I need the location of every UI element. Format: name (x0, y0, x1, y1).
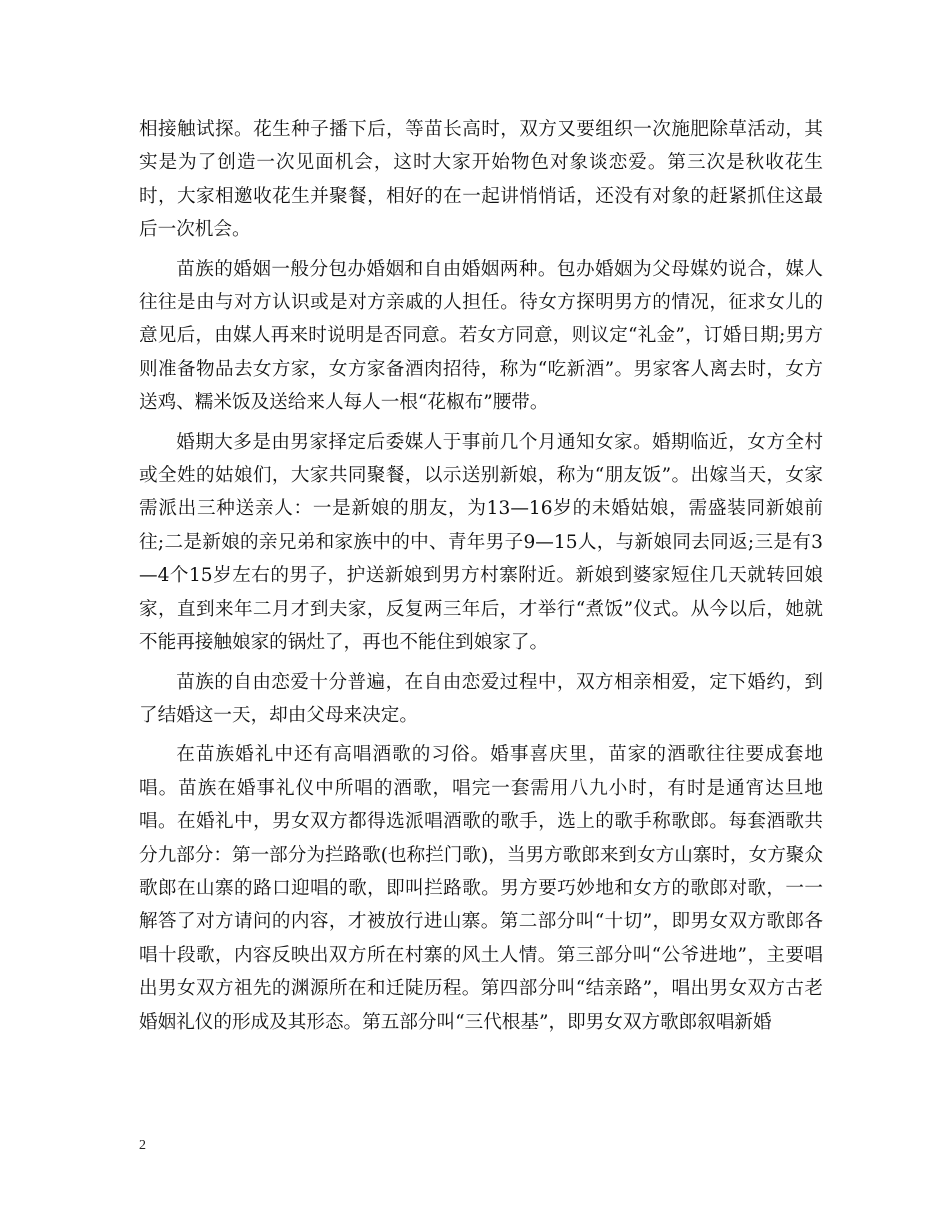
body-text (139, 113, 823, 1045)
paragraph-5: 在苗族婚礼中还有高唱酒歌的习俗。婚事喜庆里，苗家的酒歌往往要成套地唱。苗族在婚事礼仪中所唱的酒歌，唱完一套需用八九小时，有时是通宵达旦地唱。在婚礼中，男女双方都得选派唱酒歌的歌手，选上的歌手称歌郎。每套酒歌共分九部分：第一部分为拦路歌(也称拦门歌)，当男方歌郎来到女方山寨时，女方聚众歌郎在山寨的路口迎唱的歌，即叫拦路歌。男方要巧妙地和女方的歌郎对歌，一一解答了对方请问的内容，才被放行进山寨。第二部分叫“十切”，即男女双方歌郎各唱十段歌，内容反映出双方所在村寨的风土人情。第三部分叫“公爷进地”，主要唱出男女双方祖先的渊源所在和迁陡历程。第四部分叫“结亲路”，唱出男女双方古老婚姻礼仪的形成及其形态。第五部分叫“三代根基”，即男女双方歌郎叙唱新婚 (139, 744, 823, 1033)
paragraph-4: 苗族的自由恋爱十分普遍，在自由恋爱过程中，双方相亲相爱，定下婚约，到了结婚这一天，却由父母来决定。 (139, 671, 823, 726)
paragraph-3: 婚期大多是由男家择定后委媒人于事前几个月通知女家。婚期临近，女方全村或全姓的姑娘们，大家共同聚餐，以示送别新娘，称为“朋友饭”。出嫁当天，女家需派出三种送亲人：一是新娘的朋友，为13—16岁的未婚姑娘，需盛装同新娘前往;二是新娘的亲兄弟和家族中的中、青年男子9—15人，与新娘同去同返;三是有3—4个15岁左右的男子，护送新娘到男方村寨附近。新娘到婆家短住几天就转回娘家，直到来年二月才到夫家，反复两三年后，才举行“煮饭”仪式。从今以后，她就不能再接触娘家的锅灶了，再也不能住到娘家了。 (139, 431, 823, 654)
page-number: 2 (139, 1138, 146, 1153)
paragraph-2: 苗族的婚姻一般分包办婚姻和自由婚姻两种。包办婚姻为父母媒妁说合，媒人往往是由与对方认识或是对方亲戚的人担任。待女方探明男方的情况，征求女儿的意见后，由媒人再来时说明是否同意。若女方同意，则议定“礼金”，订婚日期;男方则准备物品去女方家，女方家备酒肉招待，称为“吃新酒”。男家客人离去时，女方送鸡、糯米饭及送给来人每人一根“花椒布”腰带。 (139, 258, 823, 414)
paragraph-1: 相接触试探。花生种子播下后，等苗长高时，双方又要组织一次施肥除草活动，其实是为了创造一次见面机会，这时大家开始物色对象谈恋爱。第三次是秋收花生时，大家相邀收花生并聚餐，相好的在一起讲悄悄话，还没有对象的赶紧抓住这最后一次机会。 (139, 119, 823, 241)
